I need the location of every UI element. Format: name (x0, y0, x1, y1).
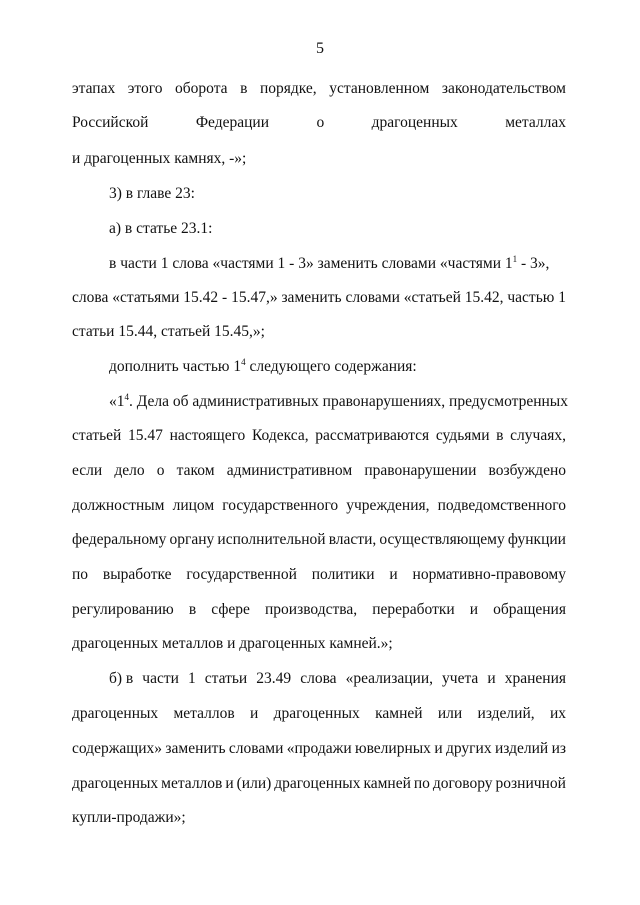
word: по (413, 775, 430, 792)
word: (или) (236, 775, 272, 792)
word: их (549, 705, 566, 722)
word: подведомственного (437, 497, 566, 514)
word: - (222, 289, 228, 306)
word: слова (72, 289, 109, 306)
word: металлов (173, 705, 235, 722)
word: 15.42, (464, 289, 504, 306)
word: политики (311, 566, 375, 583)
text-run: - 3», (517, 255, 550, 272)
word: 23.49 (256, 670, 292, 687)
word: 15.47 (128, 427, 163, 444)
word: или (437, 705, 463, 722)
word: заменить (281, 289, 342, 306)
word: металлах (505, 114, 566, 131)
text-run: в части 1 слова «частями 1 - 3» заменить словами «частями 1 (109, 255, 513, 272)
word: ювелирных (355, 740, 431, 757)
word: драгоценных (371, 114, 458, 131)
word: дело (114, 462, 145, 479)
text-line: а) в статье 23.1: (109, 220, 213, 237)
word: о (156, 462, 165, 479)
word: исполнительной (217, 531, 326, 548)
text-line: и драгоценных камнях, -»; (72, 150, 247, 167)
page-number: 5 (316, 40, 324, 57)
word: и (250, 705, 259, 722)
word: учреждения, (346, 497, 430, 514)
word: учета (442, 670, 479, 687)
word: из (551, 740, 566, 757)
word: 1 (558, 289, 566, 306)
word: 15.47,» (231, 289, 278, 306)
word: нормативно-правовому (412, 566, 566, 583)
word: статьи (204, 670, 248, 687)
word: установленном (329, 80, 430, 97)
word: производства, (264, 601, 358, 618)
word: 15.42 (183, 289, 219, 306)
superscript: 4 (124, 391, 129, 402)
word: словами (228, 740, 284, 757)
word: розничной (495, 775, 566, 792)
word: оборота (175, 80, 228, 97)
word: судьями (435, 427, 490, 444)
word: Российской (72, 114, 149, 131)
word: частью (507, 289, 555, 306)
text-line (72, 288, 566, 308)
word: возбуждено (488, 462, 566, 479)
word: металлов (161, 775, 223, 792)
text-line (109, 357, 566, 377)
word: административном (226, 462, 353, 479)
word: хранения (504, 670, 566, 687)
word: порядке, (259, 80, 317, 97)
word: функции (507, 531, 566, 548)
word: и (469, 601, 479, 618)
text-line: 3) в главе 23: (109, 185, 195, 202)
text-line: купли-продажи»; (72, 809, 186, 826)
text-run: следующего содержания: (245, 358, 417, 375)
word: органу (169, 531, 215, 548)
word: и (225, 775, 234, 792)
text-line (72, 774, 566, 794)
text-line (109, 669, 566, 689)
word: «статьями (112, 289, 180, 306)
text-line (72, 461, 566, 481)
text-line (72, 79, 566, 99)
word: правонарушении (364, 462, 477, 479)
word: лицом (172, 497, 215, 514)
word: словами (345, 289, 400, 306)
word: и (434, 740, 443, 757)
word: в (496, 427, 504, 444)
superscript: 4 (241, 356, 246, 367)
word: этого (127, 80, 163, 97)
word: и (487, 670, 496, 687)
text-line (72, 113, 566, 133)
word: слова (300, 670, 337, 687)
word: обращения (493, 601, 566, 618)
word: статьей (72, 427, 122, 444)
word: «продажи (286, 740, 352, 757)
word: законодательством (441, 80, 566, 97)
word: сфере (211, 601, 250, 618)
word: заменить (165, 740, 226, 757)
word: камней (375, 705, 423, 722)
word: регулированию (72, 601, 174, 618)
text-line (72, 739, 566, 759)
word: власти, (328, 531, 377, 548)
word: драгоценных (72, 705, 159, 722)
word: в (240, 80, 248, 97)
word: выработке (102, 566, 172, 583)
word: переработки (372, 601, 455, 618)
text-line (72, 704, 566, 724)
word: в (188, 601, 197, 618)
text-line (72, 496, 566, 516)
text-line: статьи 15.44, статьей 15.45,»; (72, 323, 265, 340)
word: этапах (72, 80, 116, 97)
word: драгоценных (72, 775, 159, 792)
word: по (72, 566, 89, 583)
word: и (389, 566, 398, 583)
word: должностным (72, 497, 165, 514)
text-run: . Дела об административных правонарушениях, предусмотренных (129, 393, 568, 410)
word: таком (176, 462, 215, 479)
word: осуществляющему (379, 531, 505, 548)
word: о (316, 114, 325, 131)
word: 1 (187, 670, 196, 687)
word: государственной (186, 566, 297, 583)
word: «реализации, (345, 670, 433, 687)
word: федеральному (72, 531, 167, 548)
word: Кодекса, (251, 427, 309, 444)
word: изделий, (477, 705, 535, 722)
word: части (142, 670, 179, 687)
word: камней (363, 775, 411, 792)
word: случаях, (510, 427, 566, 444)
word: договору (432, 775, 493, 792)
word: драгоценных (273, 705, 360, 722)
superscript: 1 (512, 253, 518, 264)
text-line (109, 254, 566, 274)
word: настоящего (169, 427, 246, 444)
text-run: дополнить частью 1 (109, 358, 242, 375)
text-line (72, 565, 566, 585)
text-line (72, 600, 566, 620)
text-line (72, 426, 566, 446)
word: других (445, 740, 492, 757)
word: рассматриваются (315, 427, 430, 444)
word: государственного (222, 497, 339, 514)
word: драгоценных (274, 775, 361, 792)
word: содержащих» (72, 740, 163, 757)
word: б) в (109, 670, 134, 687)
word: если (72, 462, 103, 479)
text-line: драгоценных металлов и драгоценных камней.»; (72, 635, 393, 652)
word: изделий (494, 740, 549, 757)
word: «статьей (403, 289, 461, 306)
text-line (109, 392, 566, 412)
text-line (72, 530, 566, 550)
text-run: «1 (109, 393, 125, 410)
word: Федерации (195, 114, 270, 131)
